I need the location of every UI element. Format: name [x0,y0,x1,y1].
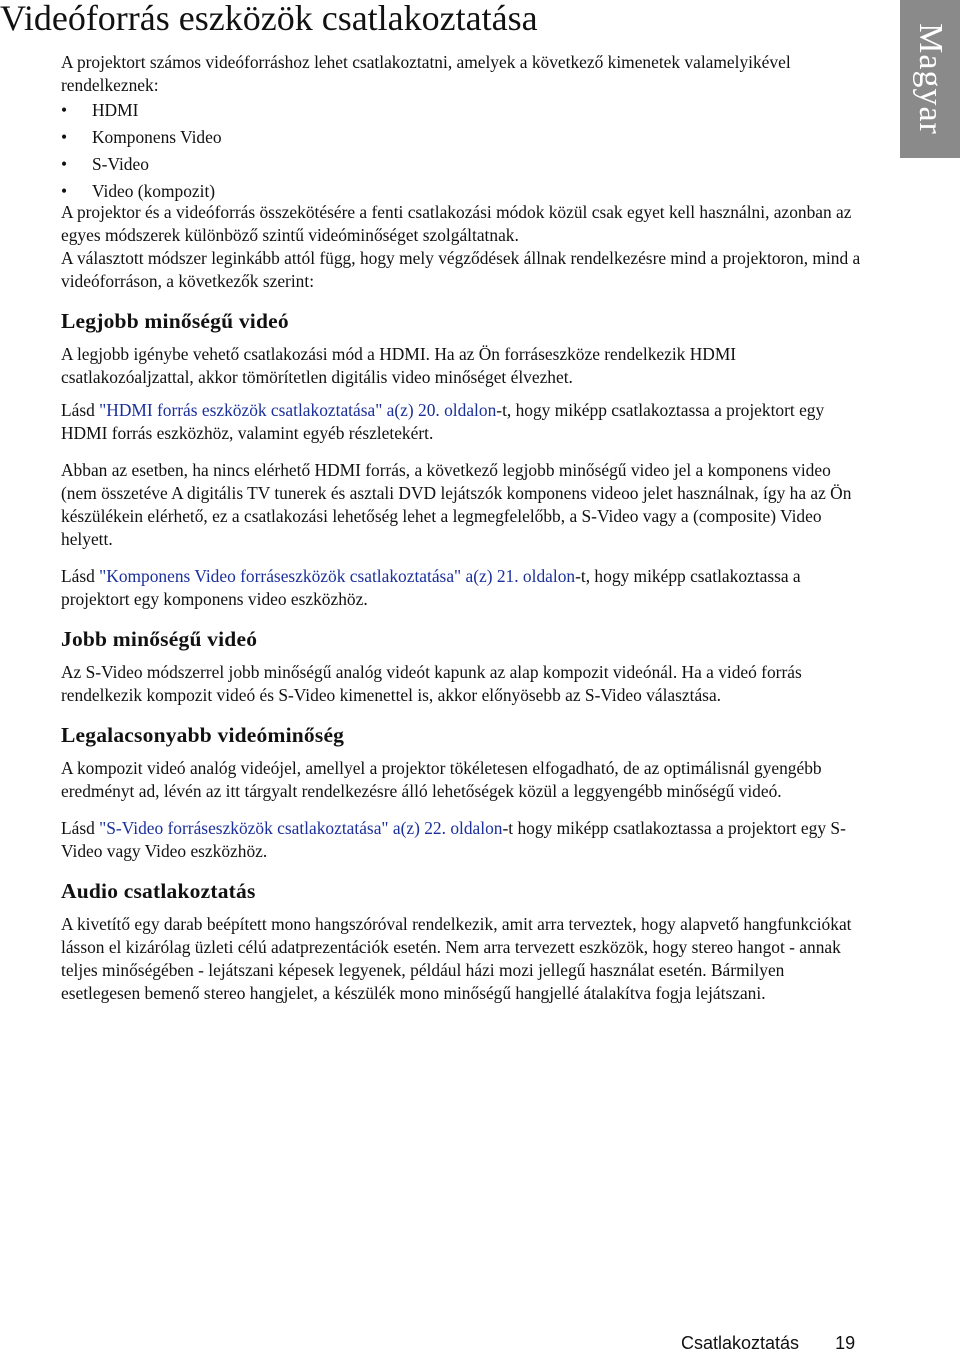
page-title: Videóforrás eszközök csatlakoztatása [0,0,538,38]
bullet-icon: • [61,100,68,120]
bullet-icon: • [61,154,68,174]
page-footer [681,1332,855,1354]
list-item: • S-Video [61,151,861,178]
list-item: • HDMI [61,97,861,124]
paragraph-connection-methods: A projektor és a videóforrás összekötésére a fenti csatlakozási módok közül csak egyet kell használni, azonban az egyes módszerek különböző szintű videóminőséget szolgáltatnak. [61,202,852,245]
list-item: • Video (kompozit) [61,178,861,205]
component-reference-link[interactable]: "Komponens Video forráseszközök csatlakoztatása" a(z) 21. oldalon [99,566,576,586]
heading-better-quality: Jobb minőségű videó [61,627,258,651]
paragraph-method-choice: A választott módszer leginkább attól függ, hogy mely végződések állnak rendelkezésre mind a projektoron, mind a videóforráson, a következők szerint: [61,248,861,291]
page-number: 19 [835,1333,856,1353]
language-tab [900,0,960,158]
list-item: • Komponens Video [61,124,861,151]
paragraph-component: Abban az esetben, ha nincs elérhető HDMI forrás, a következő legjobb minőségű video jel a komponens video (nem összetéve A digitális TV tunerek és asztali DVD lejátszók komponens videoo jelet használnak, így ha az Ön készülékein elérhető, ez a csatlakozási lehetőség lehet a legmegfelelőbb, a S-Video vagy a (composite) Video helyett. [61,460,852,549]
heading-best-quality: Legjobb minőségű videó [61,309,289,333]
heading-audio: Audio csatlakoztatás [61,879,256,903]
bullet-icon: • [61,181,68,201]
main-content [61,51,861,1005]
heading-lowest-quality: Legalacsonyabb videóminőség [61,723,345,747]
paragraph-audio: A kivetítő egy darab beépített mono hangszóróval rendelkezik, amit arra terveztek, hogy alapvető hangfunkciókat lásson el kizárólag üzleti célú adatprezentációk esetén. Nem arra tervezett eszközök, hogy stereo hangot - annak teljes minőségében - lejátszani képesek legyenek, például házi mozi jellegű használat esetén. Bármilyen esetlegesen bemenő stereo hangjelet, a készülék mono minőségű hangjellé átalakítva fogja lejátszani. [61,914,852,1003]
footer-chapter: Csatlakoztatás [681,1333,800,1353]
see-also-component: Lásd "Komponens Video forráseszközök csatlakoztatása" a(z) 21. oldalon-t, hogy miképp csatlakoztassa a projektort egy komponens video eszközhöz. [61,566,801,609]
output-list [61,97,861,205]
hdmi-reference-link[interactable]: "HDMI forrás eszközök csatlakoztatása" a(z) 20. oldalon [99,400,497,420]
paragraph-svideo: Az S-Video módszerrel jobb minőségű analóg videót kapunk az alap kompozit videónál. Ha a videó forrás rendelkezik kompozit videó és S-Video kimenettel is, akkor előnyösebb az S-Video választása. [61,662,802,705]
see-also-svideo: Lásd "S-Video forráseszközök csatlakoztatása" a(z) 22. oldalon-t hogy miképp csatlakoztassa a projektort egy S-Video vagy Video eszközhöz. [61,818,846,861]
see-also-hdmi: Lásd "HDMI forrás eszközök csatlakoztatása" a(z) 20. oldalon-t, hogy miképp csatlakoztassa a projektort egy HDMI forrás eszközhöz, valamint egyéb részletekért. [61,400,825,443]
bullet-icon: • [61,127,68,147]
paragraph-hdmi: A legjobb igénybe vehető csatlakozási mód a HDMI. Ha az Ön forráseszköze rendelkezik HDMI csatlakozóaljzattal, akkor tömörítetlen digitális video minőséget élvezhet. [61,344,737,387]
paragraph-composite: A kompozit videó analóg videójel, amellyel a projektor tökéletesen elfogadható, de az optimálisnál gyengébb eredményt ad, lévén az itt tárgyalt rendelkezésre álló lehetőségek közül a leggyengébb minőségű videó. [61,758,822,801]
intro-paragraph: A projektort számos videóforráshoz lehet csatlakoztatni, amelyek a következő kimenetek valamelyikével rendelkeznek: [61,52,791,95]
language-tab-label: Magyar [912,23,949,135]
svideo-reference-link[interactable]: "S-Video forráseszközök csatlakoztatása" a(z) 22. oldalon [99,818,503,838]
